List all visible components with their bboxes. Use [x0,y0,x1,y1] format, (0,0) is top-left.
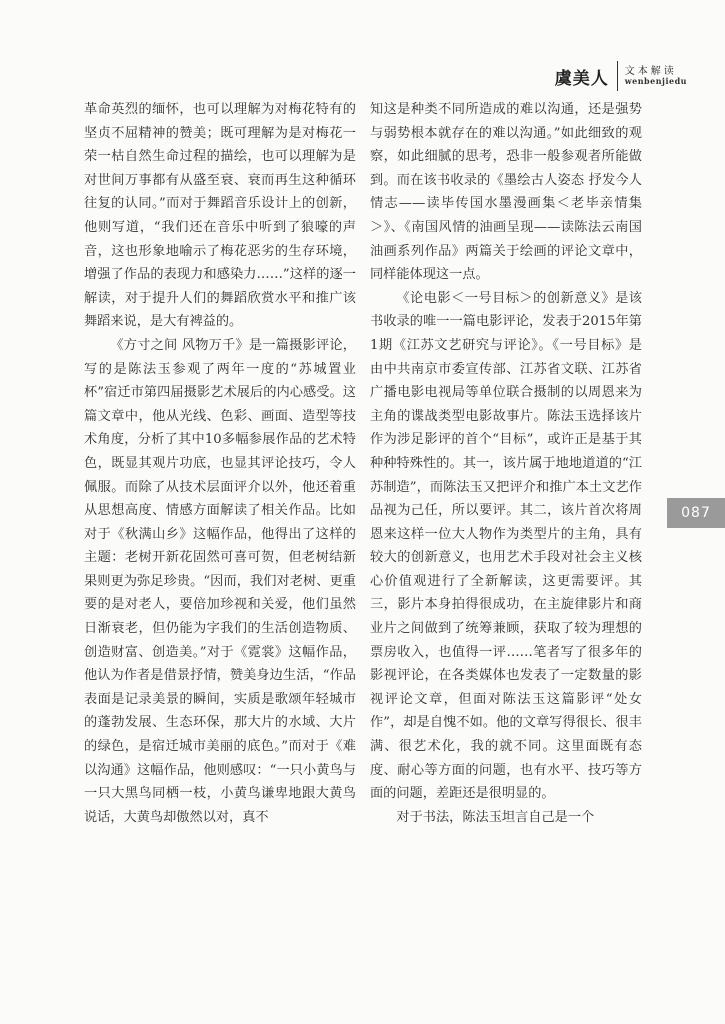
paragraph: 《论电影＜一号目标＞的创新意义》是该书收录的唯一一篇电影评论，发表于2015年第1期《江苏文艺研究与评论》。《一号目标》是由中共南京市委宣传部、江苏省文联、江苏省广播电影电视局等单位联合摄制的以周恩来为主角的谍战类型电影故事片。陈法玉选择该片作为涉足影评的首个“目标”，或许正是基于其种种特殊性的。其一，该片属于地地道道的“江苏制造”，而陈法玉又把评介和推广本土文艺作品视为己任，所以要评。其二，该片首次将周恩来这样一位大人物作为类型片的主角，具有较大的创新意义，也用艺术手段对社会主义核心价值观进行了全新解读，这更需要评。其三，影片本身拍得很成功，在主旋律影片和商业片之间做到了统筹兼顾，获取了较为理想的票房收入，也值得一评……笔者写了很多年的影视评论，在各类媒体也发表了一定数量的影视评论文章，但面对陈法玉这篇影评“处女作”，却是自愧不如。他的文章写得很长、很丰满、很艺术化，我的就不同。这里面既有态度、耐心等方面的问题，也有水平、技巧等方面的问题，差距还是很明显的。 [370,290,642,802]
page-number: 087 [681,505,711,521]
page-number-tab [667,498,725,528]
paragraph: 《方寸之间 风物万千》是一篇摄影评论，写的是陈法玉参观了两年一度的“苏城置业杯”宿迁市第四届摄影艺术展后的内心感受。这篇文章中，他从光线、色彩、画面、造型等技术角度，分析了其中10多幅参展作品的艺术特色，既显其观片功底，也显其评论技巧，令人佩服。而除了从技术层面评介以外，他还着重从思想高度、情感方面解读了相关作品。比如对于《秋满山乡》这幅作品，他得出了这样的主题：老树开新花固然可喜可贺，但老树结新果则更为弥足珍贵。“因而，我们对老树、更重要的是对老人，要倍加珍视和关爱，他们虽然日渐衰老，但仍能为字我们的生活创造物质、创造财富、创造美。”对于《霓裳》这幅作品，他认为作者是借景抒情，赞美身边生活，“作品表面是记录美景的瞬间，实质是歌颂年轻城市的蓬勃发展、生态环保，那大片的水域、大片的绿色，是宿迁城市美丽的底色。”而对于《难以沟通》这幅作品，他则感叹：“一只小黄鸟与一只大黑鸟同栖一枝，小黄鸟谦卑地跟大黄鸟说话，大黄鸟却傲然以对，真不 [84,337,356,825]
header-title: 虞美人 [554,68,609,89]
running-header [555,58,687,94]
header-subtitle-cn: 文本解读 [624,65,677,77]
paragraph: 革命英烈的缅怀，也可以理解为对梅花特有的坚贞不屈精神的赞美；既可理解为是对梅花一荣一枯自然生命过程的描绘，也可以理解为是对世间万事都有从盛至衰、衰而再生这种循环往复的认同。”而对于舞蹈音乐设计上的创新，他则写道，“我们还在音乐中听到了狼嚎的声音，这也形象地喻示了梅花恶劣的生存环境，增强了作品的表现力和感染力……”这样的逐一解读，对于提升人们的舞蹈欣赏水平和推广该舞蹈来说，是大有裨益的。 [84,102,356,330]
paragraph: 知这是种类不同所造成的难以沟通，还是强势与弱势根本就存在的难以沟通。”如此细致的观察，如此细腻的思考，恐非一般参观者所能做到。而在该书收录的《墨绘古人姿态 抒发今人情志——读毕传国水墨漫画集＜老毕亲情集＞》、《南国风情的油画呈现——读陈法云南国油画系列作品》两篇关于绘画的评论文章中，同样能体现这一点。 [370,102,642,283]
header-subtitle-pinyin: wenbenjiedu [624,76,687,87]
header-subtitle [618,66,687,87]
right-column [370,98,642,829]
left-column [84,98,356,829]
paragraph: 对于书法，陈法玉坦言自己是一个 [396,809,595,825]
